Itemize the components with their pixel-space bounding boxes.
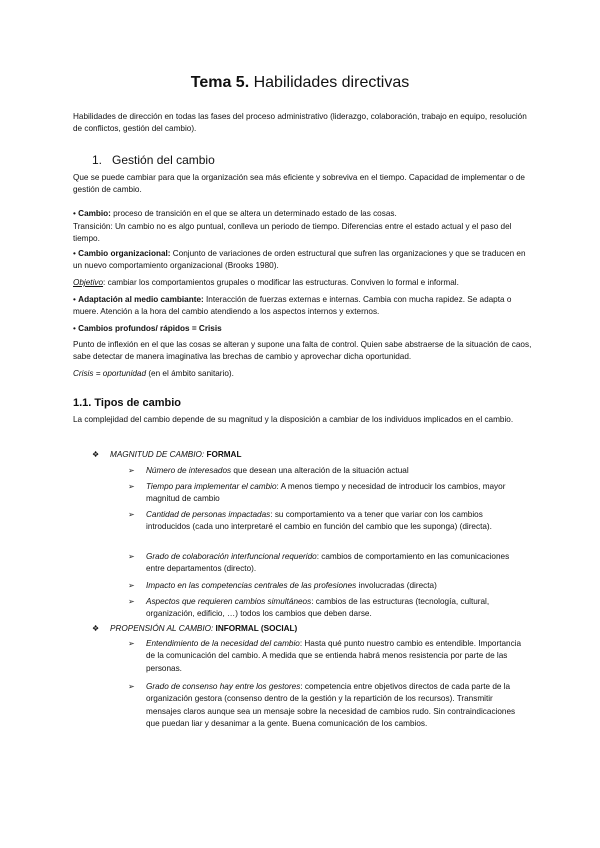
page-title bbox=[0, 74, 600, 92]
objetivo-text: : cambiar los comportamientos grupales o modificar las estructuras. Conviven lo formal e informal. bbox=[103, 278, 459, 287]
punto-inflexion-paragraph: Punto de inflexión en el que las cosas se alteran y supone una falta de control. Quien sabe abstraerse de la situación de caos, sabe detectar de manera imaginativa las brechas de cambio y aprovechar dicha oportunidad. bbox=[73, 340, 532, 362]
list-item-magnitud bbox=[92, 449, 532, 461]
list-item bbox=[128, 551, 528, 576]
bullet: • bbox=[73, 209, 76, 218]
item-term: Tiempo para implementar el cambio bbox=[146, 482, 277, 491]
adaptacion-text: Interacción de fuerzas externas e internas. Cambia con mucha rapidez. Se adapta o muere. Atención a la hora del cambio atendiendo a los aspectos internos y externos. bbox=[73, 295, 512, 317]
list-item bbox=[128, 481, 528, 506]
cambios-profundos bbox=[73, 323, 533, 335]
title-number: Tema 5. bbox=[190, 74, 250, 91]
item-term: Aspectos que requieren cambios simultáneos bbox=[146, 597, 312, 606]
item-term: Cantidad de personas impactadas bbox=[146, 510, 271, 519]
item-term: Grado de consenso hay entre los gestores bbox=[146, 682, 301, 691]
item-text: involucradas (directa) bbox=[356, 581, 437, 590]
subsection-heading-tipos: 1.1. Tipos de cambio bbox=[73, 397, 181, 409]
arrow-bullet-icon: ➢ bbox=[128, 552, 135, 561]
bullet: • bbox=[73, 249, 76, 258]
arrow-bullet-icon: ➢ bbox=[128, 581, 135, 590]
term-cambios-profundos: Cambios profundos/ rápidos = Crisis bbox=[78, 324, 222, 333]
transicion-paragraph: Transición: Un cambio no es algo puntual, conlleva un periodo de tiempo. Diferencias entre el estado actual y el paso del tiempo. bbox=[73, 222, 512, 244]
diamond-bullet-icon: ❖ bbox=[92, 624, 100, 633]
magnitud-label: MAGNITUD DE CAMBIO: bbox=[110, 450, 205, 459]
item-text: : A menos tiempo y necesidad de introducir los cambios, mayor magnitud de cambio bbox=[146, 482, 506, 504]
term-objetivo: Objetivo bbox=[73, 278, 104, 287]
arrow-bullet-icon: ➢ bbox=[128, 482, 135, 491]
list-item-propension bbox=[92, 623, 532, 635]
section-title: Gestión del cambio bbox=[112, 153, 215, 167]
cambio-definition bbox=[73, 208, 533, 220]
propension-label: PROPENSIÓN AL CAMBIO: bbox=[110, 624, 214, 633]
bullet: • bbox=[73, 295, 76, 304]
list-item bbox=[128, 681, 528, 731]
list-item bbox=[128, 596, 528, 621]
title-text: Habilidades directivas bbox=[249, 74, 410, 91]
adaptacion-medio bbox=[73, 294, 533, 319]
section1-paragraph: Que se puede cambiar para que la organización sea más eficiente y sobreviva en el tiempo. Capacidad de implementar o de gestión de cambio. bbox=[73, 173, 525, 195]
arrow-bullet-icon: ➢ bbox=[128, 510, 135, 519]
list-item bbox=[128, 638, 528, 675]
intro-paragraph: Habilidades de dirección en todas las fases del proceso administrativo (liderazgo, colaboración, trabajo en equipo, resolución de conflictos, gestión del cambio). bbox=[73, 112, 527, 134]
magnitud-type: FORMAL bbox=[204, 450, 242, 459]
item-text: : Hasta qué punto nuestro cambio es entendible. Importancia de la comunicación del cambio. A medida que se entienda habrá menos resistencia por parte de las personas. bbox=[146, 639, 522, 673]
item-term: Entendimiento de la necesidad del cambio bbox=[146, 639, 300, 648]
term-cambio-organizacional: Cambio organizacional: bbox=[78, 249, 171, 258]
item-text: : su comportamiento va a tener que variar con los cambios introducidos (cada uno interpretaré el cambio en función del cambio que les suponga) (directa). bbox=[146, 510, 492, 532]
arrow-bullet-icon: ➢ bbox=[128, 466, 135, 475]
crisis-line bbox=[73, 368, 533, 380]
objetivo-line bbox=[73, 277, 533, 289]
propension-type: INFORMAL (SOCIAL) bbox=[213, 624, 298, 633]
cambio-text: proceso de transición en el que se altera un determinado estado de las cosas. bbox=[110, 209, 397, 218]
arrow-bullet-icon: ➢ bbox=[128, 682, 135, 691]
item-text: : competencia entre objetivos directos de cada parte de la organización gestora (consenso dentro de la gestión y la repartición de los recursos). Transmitir mensajes claros aunque sea un mensaje sobre la necesidad de cambios rudo. Sin contraindicaciones que puedan liar y desanimar a la gente. Buena comunicación de los cambios. bbox=[146, 682, 516, 729]
list-item bbox=[128, 580, 528, 592]
section-number: 1. bbox=[92, 153, 103, 167]
crisis-italic: Crisis = oportunidad bbox=[73, 369, 147, 378]
item-term: Impacto en las competencias centrales de las profesiones bbox=[146, 581, 357, 590]
subsection-paragraph: La complejidad del cambio depende de su magnitud y la disposición a cambiar de los individuos implicados en el cambio. bbox=[73, 415, 514, 424]
list-item bbox=[128, 465, 528, 477]
arrow-bullet-icon: ➢ bbox=[128, 597, 135, 606]
item-text: : cambios de las estructuras (tecnología, cultural, organización, edificio, …) todos los cambios que deben darse. bbox=[146, 597, 490, 619]
arrow-bullet-icon: ➢ bbox=[128, 639, 135, 648]
item-text: : cambios de comportamiento en las comunicaciones entre departamentos (directo). bbox=[146, 552, 510, 574]
item-term: Número de interesados bbox=[146, 466, 232, 475]
list-item bbox=[128, 509, 528, 534]
bullet: • bbox=[73, 324, 76, 333]
item-term: Grado de colaboración interfuncional requerido bbox=[146, 552, 317, 561]
diamond-bullet-icon: ❖ bbox=[92, 450, 100, 459]
item-text: que desean una alteración de la situación actual bbox=[231, 466, 409, 475]
cambio-organizacional bbox=[73, 248, 533, 273]
crisis-text: (en el ámbito sanitario). bbox=[146, 369, 234, 378]
cambio-org-text: Conjunto de variaciones de orden estructural que sufren las organizaciones y que se traducen en un nuevo comportamiento organizacional (Brooks 1980). bbox=[73, 249, 526, 271]
term-cambio: Cambio: bbox=[78, 209, 111, 218]
section-heading-gestion bbox=[92, 153, 215, 167]
term-adaptacion: Adaptación al medio cambiante: bbox=[78, 295, 204, 304]
